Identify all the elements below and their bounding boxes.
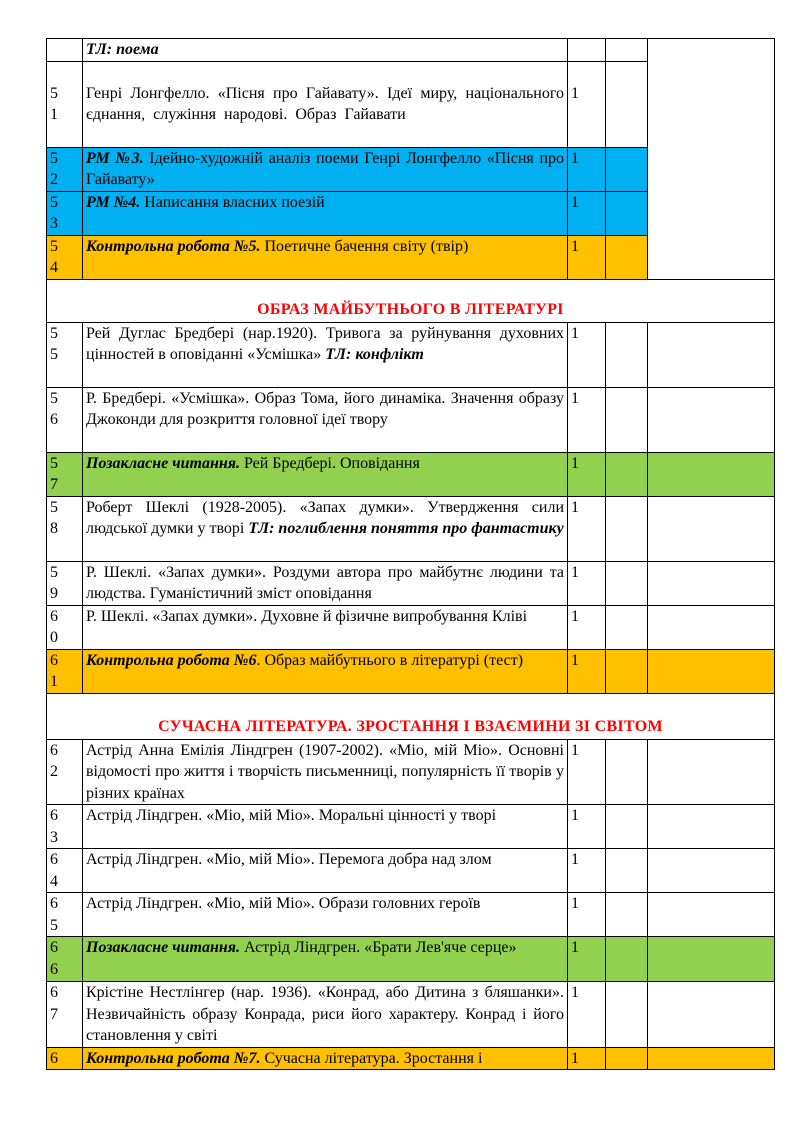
date-cell [606,387,648,452]
date-cell [606,849,648,893]
lesson-topic: Крістіне Нестлінгер (нар. 1936). «Конрад, або Дитина з бляшанки». Незвичайність образу Конрада, риси його характеру. Конрад і його становлення у світі [83,982,568,1048]
lesson-hours: 1 [568,61,606,147]
date-cell [606,496,648,561]
date-cell [606,235,648,279]
table-row [47,561,775,605]
table-row [47,39,775,62]
date-cell [606,982,648,1048]
lesson-hours: 1 [568,235,606,279]
table-row [47,739,775,805]
lesson-hours: 1 [568,649,606,693]
lesson-topic: Контрольна робота №5. Поетичне бачення світу (твір) [83,235,568,279]
lesson-number: 6 0 [47,605,83,649]
table-row [47,452,775,496]
lesson-topic: Роберт Шеклі (1928-2005). «Запах думки». Утвердження сили людської думки у творі ТЛ: поглиблення поняття про фантастику [83,496,568,561]
lesson-topic: Генрі Лонгфелло. «Пісня про Гайавату». Ідеї миру, національного єднання, служіння народові. Образ Гайавати [83,61,568,147]
lesson-hours: 1 [568,496,606,561]
lesson-topic: РМ №3. Ідейно-художній аналіз поеми Генрі Лонгфелло «Пісня про Гайавату» [83,147,568,191]
notes-cell [648,387,775,452]
table-row [47,937,775,982]
date-cell [606,605,648,649]
notes-cell [648,322,775,387]
lesson-number: 6 5 [47,893,83,937]
lesson-number: 5 3 [47,191,83,235]
lesson-topic: Контрольна робота №6. Образ майбутнього в літературі (тест) [83,649,568,693]
section-heading: СУЧАСНА ЛІТЕРАТУРА. ЗРОСТАННЯ І ВЗАЄМИНИ ЗІ СВІТОМ [47,693,775,739]
date-cell [606,147,648,191]
lesson-topic: Астрід Анна Емілія Ліндгрен (1907-2002). «Міо, мій Міо». Основні відомості про життя і творчість письменниці, популярність її творів у різних країнах [83,739,568,805]
notes-cell [648,937,775,982]
date-cell [606,1047,648,1070]
notes-cell [648,561,775,605]
lesson-number: 6 7 [47,982,83,1048]
lesson-hours: 1 [568,191,606,235]
lesson-number: 6 6 [47,937,83,982]
section-heading: ОБРАЗ МАЙБУТНЬОГО В ЛІТЕРАТУРІ [47,279,775,322]
notes-cell [648,893,775,937]
lesson-number: 5 9 [47,561,83,605]
lesson-plan-table [46,38,775,1070]
lesson-hours: 1 [568,387,606,452]
lesson-topic: Контрольна робота №7. Сучасна література. Зростання і [83,1047,568,1070]
lesson-number [47,39,83,62]
notes-cell [648,1047,775,1070]
lesson-hours: 1 [568,739,606,805]
date-cell [606,191,648,235]
lesson-hours: 1 [568,1047,606,1070]
lesson-number: 5 5 [47,322,83,387]
date-cell [606,649,648,693]
table-row [47,982,775,1048]
lesson-hours: 1 [568,849,606,893]
lesson-hours: 1 [568,452,606,496]
lesson-topic: РМ №4. Написання власних поезій [83,191,568,235]
notes-cell [648,982,775,1048]
lesson-topic: ТЛ: поема [83,39,568,62]
lesson-topic: Астрід Ліндгрен. «Міо, мій Міо». Перемога добра над злом [83,849,568,893]
notes-cell [648,739,775,805]
lesson-number: 5 7 [47,452,83,496]
lesson-hours [568,39,606,62]
lesson-hours: 1 [568,805,606,849]
lesson-topic: Астрід Ліндгрен. «Міо, мій Міо». Образи головних героїв [83,893,568,937]
notes-cell [648,805,775,849]
notes-cell [648,496,775,561]
lesson-hours: 1 [568,937,606,982]
lesson-topic: Р. Шеклі. «Запах думки». Духовне й фізичне випробування Кліві [83,605,568,649]
notes-cell [648,452,775,496]
date-cell [606,893,648,937]
lesson-hours: 1 [568,322,606,387]
table-row [47,849,775,893]
lesson-topic: Позакласне читання. Рей Бредбері. Оповідання [83,452,568,496]
date-cell [606,322,648,387]
date-cell [606,739,648,805]
section-row [47,693,775,739]
lesson-number: 5 2 [47,147,83,191]
table-row [47,387,775,452]
lesson-topic: Астрід Ліндгрен. «Міо, мій Міо». Моральні цінності у творі [83,805,568,849]
lesson-number: 5 6 [47,387,83,452]
lesson-number: 5 8 [47,496,83,561]
lesson-number: 5 1 [47,61,83,147]
date-cell [606,805,648,849]
lesson-topic: Позакласне читання. Астрід Ліндгрен. «Брати Лев'яче серце» [83,937,568,982]
date-cell [606,39,648,62]
notes-cell [648,849,775,893]
lesson-topic: Рей Дуглас Бредбері (нар.1920). Тривога за руйнування духовних цінностей в оповіданні «Усмішка» ТЛ: конфлікт [83,322,568,387]
lesson-number: 6 2 [47,739,83,805]
lesson-number: 6 3 [47,805,83,849]
section-row [47,279,775,322]
date-cell [606,61,648,147]
lesson-hours: 1 [568,147,606,191]
notes-cell [648,39,775,280]
table-row [47,605,775,649]
date-cell [606,561,648,605]
notes-cell [648,605,775,649]
lesson-number: 6 4 [47,849,83,893]
lesson-hours: 1 [568,561,606,605]
table-row [47,496,775,561]
lesson-number: 6 1 [47,649,83,693]
lesson-hours: 1 [568,893,606,937]
date-cell [606,937,648,982]
lesson-hours: 1 [568,982,606,1048]
table-row [47,322,775,387]
table-row [47,805,775,849]
lesson-number: 6 [47,1047,83,1070]
lesson-number: 5 4 [47,235,83,279]
notes-cell [648,649,775,693]
lesson-hours: 1 [568,605,606,649]
lesson-topic: Р. Шеклі. «Запах думки». Роздуми автора про майбутнє людини та людства. Гуманістичний зміст оповідання [83,561,568,605]
date-cell [606,452,648,496]
table-row [47,893,775,937]
table-row [47,1047,775,1070]
lesson-topic: Р. Бредбері. «Усмішка». Образ Тома, його динаміка. Значення образу Джоконди для розкриття головної ідеї твору [83,387,568,452]
table-row [47,649,775,693]
